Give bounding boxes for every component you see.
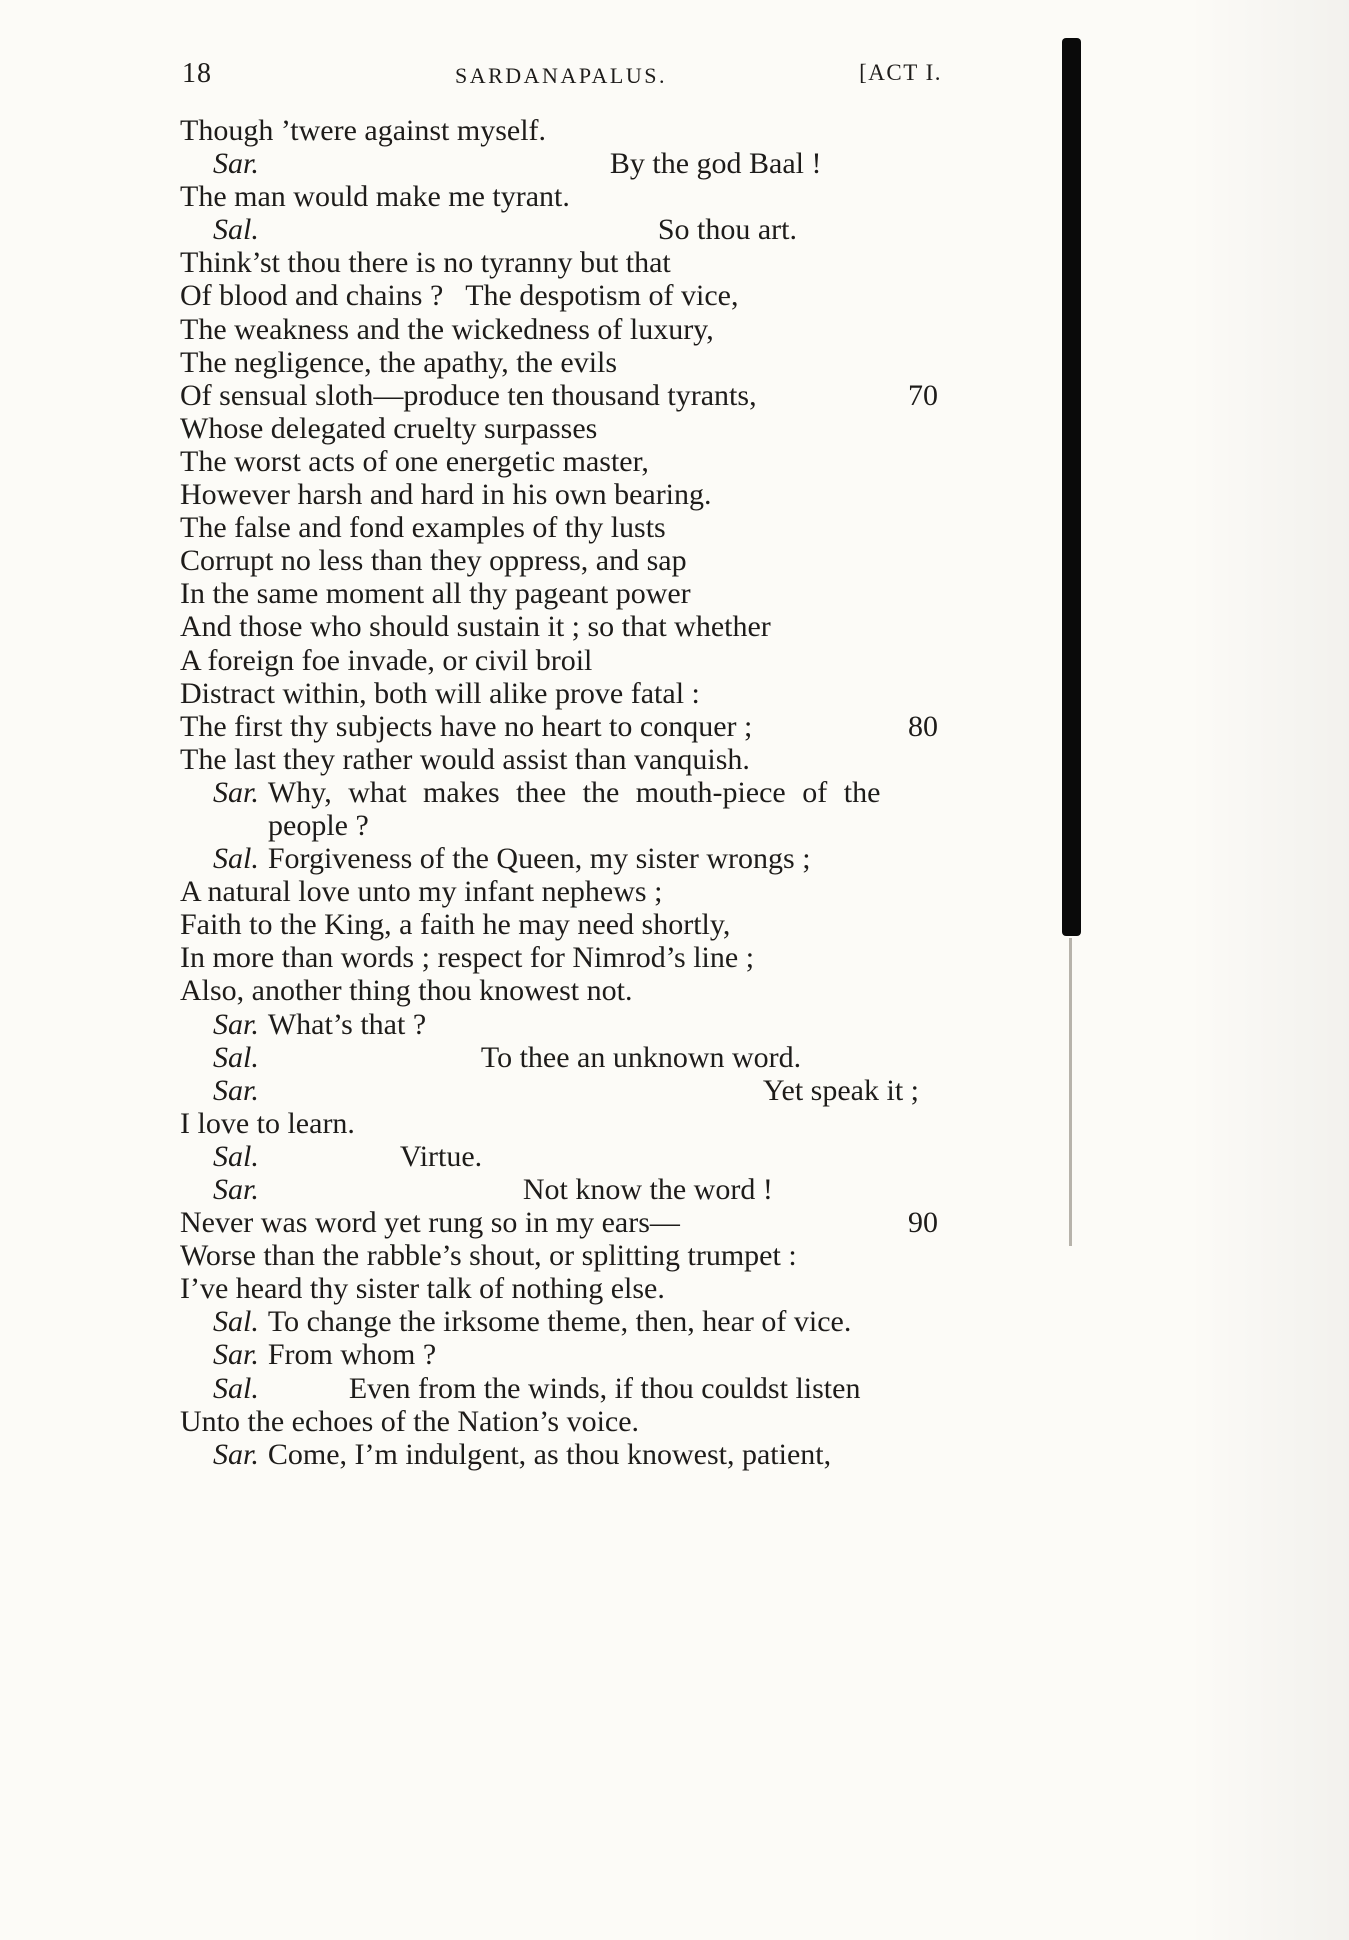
page-body	[180, 114, 970, 1471]
verse-text: In more than words ; respect for Nimrod’s line ;	[180, 941, 755, 975]
speaker-name: Sal.	[213, 213, 259, 247]
verse-text: So thou art.	[657, 213, 798, 247]
verse-line	[180, 445, 970, 478]
verse-text: Worse than the rabble’s shout, or splitting trumpet :	[180, 1239, 797, 1273]
verse-text: Even from the winds, if thou couldst listen	[348, 1371, 861, 1405]
page-number: 18	[182, 58, 212, 89]
verse-text: Why, what makes thee the mouth-piece of the	[267, 775, 881, 809]
verse-text: The first thy subjects have no heart to conquer ;	[180, 709, 753, 743]
verse-text: Forgiveness of the Queen, my sister wrongs ;	[267, 842, 811, 876]
verse-line	[180, 412, 970, 445]
verse-line	[180, 1305, 970, 1338]
verse-line	[180, 180, 970, 213]
verse-line	[180, 213, 970, 246]
verse-line	[180, 246, 970, 279]
verse-line	[180, 114, 970, 147]
speaker-name: Sar.	[213, 775, 259, 809]
act-label: [ACT I.	[859, 60, 942, 85]
verse-line	[180, 908, 970, 941]
verse-text: To thee an unknown word.	[480, 1040, 802, 1074]
verse-line	[180, 842, 970, 875]
verse-text: Virtue.	[399, 1139, 483, 1173]
verse-line	[180, 743, 970, 776]
verse-line	[180, 1140, 970, 1173]
verse-text: I’ve heard thy sister talk of nothing else.	[180, 1272, 665, 1306]
verse-text: I love to learn.	[180, 1106, 355, 1140]
verse-text: By the god Baal !	[609, 147, 822, 181]
verse-line	[180, 346, 970, 379]
verse-text: Distract within, both will alike prove fatal :	[180, 676, 700, 710]
speaker-name: Sal.	[213, 1139, 259, 1173]
line-number: 90	[908, 1206, 938, 1240]
speaker-name: Sar.	[213, 147, 259, 181]
verse-line	[180, 941, 970, 974]
running-title: SARDANAPALUS.	[454, 63, 667, 88]
speaker-name: Sar.	[213, 1173, 259, 1206]
verse-line	[180, 1074, 970, 1107]
verse-text: Unto the echoes of the Nation’s voice.	[180, 1404, 640, 1438]
verse-text: Whose delegated cruelty surpasses	[180, 411, 598, 445]
speaker-name: Sal.	[213, 1371, 259, 1405]
line-number: 80	[908, 709, 938, 743]
speaker-name: Sal.	[213, 1040, 259, 1074]
speaker-name: Sal.	[213, 1305, 259, 1339]
verse-line	[180, 1008, 970, 1041]
verse-line	[180, 313, 970, 346]
verse-text: The worst acts of one energetic master,	[180, 444, 649, 478]
verse-line	[180, 478, 970, 511]
verse-text: The false and fond examples of thy lusts	[180, 511, 666, 545]
verse-text: Corrupt no less than they oppress, and sap	[180, 544, 687, 578]
verse-text: Though ’twere against myself.	[180, 114, 547, 147]
verse-line	[180, 875, 970, 908]
verse-line	[180, 809, 970, 842]
scan-artifact-line	[1069, 938, 1072, 1246]
speaker-name: Sar.	[213, 1338, 259, 1372]
page-header	[180, 58, 942, 94]
verse-line	[180, 511, 970, 544]
verse-line	[180, 577, 970, 610]
verse-text: Of blood and chains ? The despotism of vice,	[180, 279, 739, 313]
verse-text: people ?	[268, 808, 369, 842]
verse-text: Of sensual sloth—produce ten thousand tyrants,	[180, 378, 757, 412]
verse-text: The man would make me tyrant.	[180, 180, 570, 214]
verse-line	[180, 1338, 970, 1371]
verse-line	[180, 1272, 970, 1305]
verse-line	[180, 1107, 970, 1140]
verse-text: Yet speak it ;	[762, 1073, 919, 1107]
verse-line	[180, 1239, 970, 1272]
verse-line	[180, 1372, 970, 1405]
verse-text: The last they rather would assist than vanquish.	[180, 742, 750, 776]
verse-line	[180, 644, 970, 677]
verse-text: To change the irksome theme, then, hear of vice.	[267, 1305, 852, 1339]
verse-text: And those who should sustain it ; so that whether	[180, 610, 771, 644]
verse-line	[180, 147, 970, 180]
verse-text: From whom ?	[267, 1338, 437, 1372]
speaker-name: Sar.	[213, 1073, 259, 1107]
verse-text: Faith to the King, a faith he may need shortly,	[180, 908, 731, 942]
speaker-name: Sar.	[213, 1437, 259, 1471]
verse-text: However harsh and hard in his own bearing.	[180, 478, 712, 512]
speaker-name: Sal.	[213, 842, 259, 876]
verse-text: Not know the word !	[522, 1173, 773, 1206]
verse-line	[180, 279, 970, 312]
verse-text: The negligence, the apathy, the evils	[180, 345, 618, 379]
line-number: 70	[908, 378, 938, 412]
verse-line	[180, 710, 970, 743]
verse-line	[180, 677, 970, 710]
verse-text: In the same moment all thy pageant power	[180, 577, 691, 611]
verse-text: What’s that ?	[267, 1007, 427, 1041]
verse-line	[180, 379, 970, 412]
verse-text: Come, I’m indulgent, as thou knowest, patient,	[267, 1437, 832, 1471]
speaker-name: Sar.	[213, 1007, 259, 1041]
verse-text: The weakness and the wickedness of luxury,	[180, 312, 714, 346]
verse-text: Also, another thing thou knowest not.	[180, 974, 633, 1008]
verse-line	[180, 1041, 970, 1074]
verse-line	[180, 610, 970, 643]
verse-line	[180, 1405, 970, 1438]
verse-text: Never was word yet rung so in my ears—	[180, 1206, 680, 1240]
verse-text: A natural love unto my infant nephews ;	[180, 875, 663, 909]
verse-line	[180, 974, 970, 1007]
verse-line	[180, 1173, 970, 1206]
verse-line	[180, 1206, 970, 1239]
verse-text: A foreign foe invade, or civil broil	[180, 643, 593, 677]
verse-text: Think’st thou there is no tyranny but that	[180, 246, 671, 280]
scan-artifact-bar	[1062, 38, 1081, 936]
verse-line	[180, 544, 970, 577]
verse-line	[180, 776, 970, 809]
verse-line	[180, 1438, 970, 1471]
